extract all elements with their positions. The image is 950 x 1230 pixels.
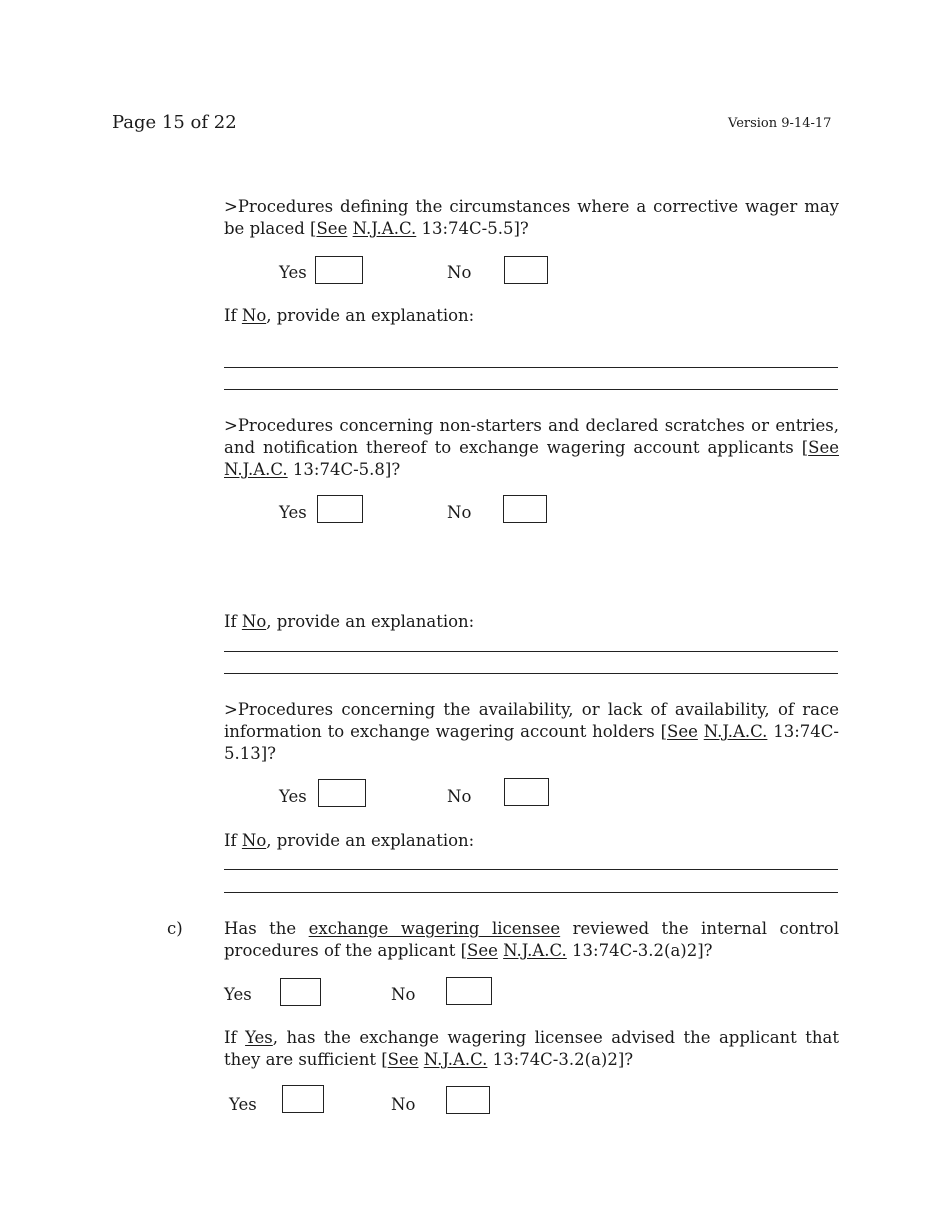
yes-checkbox[interactable] [315,256,363,284]
yes-label: Yes [279,263,307,282]
explanation-line[interactable] [224,389,838,390]
yes-checkbox[interactable] [280,978,321,1006]
yes-checkbox[interactable] [282,1085,324,1113]
explanation-prompt: If No, provide an explanation: [224,612,475,631]
no-label: No [447,787,472,806]
yes-checkbox[interactable] [318,779,366,807]
yes-label: Yes [279,503,307,522]
no-checkbox[interactable] [446,1086,490,1114]
see-link: See [667,722,698,741]
see-link: See [387,1050,419,1069]
explanation-line[interactable] [224,673,838,674]
njac-link: N.J.A.C. [423,1050,488,1069]
njac-link: N.J.A.C. [224,460,288,479]
licensee-term: exchange wagering licensee [308,919,561,938]
explanation-line[interactable] [224,869,838,870]
explanation-prompt: If No, provide an explanation: [224,831,475,850]
see-link: See [467,941,498,960]
question-licensee-review: Has the exchange wagering licensee reviewed the internal control procedures of the applicant [See N.J.A.C. 13:74C-3.2(a)2]? [224,919,839,960]
question-non-starters: >Procedures concerning non-starters and declared scratches or entries, and notification thereof to exchange wagering account applicants [See N.J.A.C. 13:74C-5.8]? [224,416,839,479]
see-link: See [316,219,348,238]
question-race-information: >Procedures concerning the availability, or lack of availability, of race information to exchange wagering account holders [See N.J.A.C. 13:74C-5.13]? [224,700,840,763]
yes-label: Yes [229,1095,257,1114]
njac-link: N.J.A.C. [703,722,768,741]
njac-link: N.J.A.C. [503,941,567,960]
see-link: See [808,438,839,457]
explanation-line[interactable] [224,651,838,652]
section-marker-c: c) [167,919,183,938]
no-label: No [447,263,472,282]
explanation-line[interactable] [224,892,838,893]
no-checkbox[interactable] [504,256,548,284]
page-number: Page 15 of 22 [112,112,237,133]
no-label: No [447,503,472,522]
no-checkbox[interactable] [446,977,492,1005]
version-label: Version 9-14-17 [728,116,832,131]
no-checkbox[interactable] [504,778,549,806]
yes-checkbox[interactable] [317,495,363,523]
explanation-line[interactable] [224,367,838,368]
yes-label: Yes [279,787,307,806]
no-label: No [391,985,416,1004]
njac-link: N.J.A.C. [352,219,417,238]
yes-term: Yes [245,1028,273,1047]
yes-label: Yes [224,985,252,1004]
no-label: No [391,1095,416,1114]
no-checkbox[interactable] [503,495,547,523]
question-licensee-advised: If Yes, has the exchange wagering licensee advised the applicant that they are sufficient [See N.J.A.C. 13:74C-3.2(a)2]? [224,1028,839,1069]
explanation-prompt: If No, provide an explanation: [224,306,475,325]
question-corrective-wager: >Procedures defining the circumstances where a corrective wager may be placed [See N.J.A.C. 13:74C-5.5]? [224,197,839,238]
